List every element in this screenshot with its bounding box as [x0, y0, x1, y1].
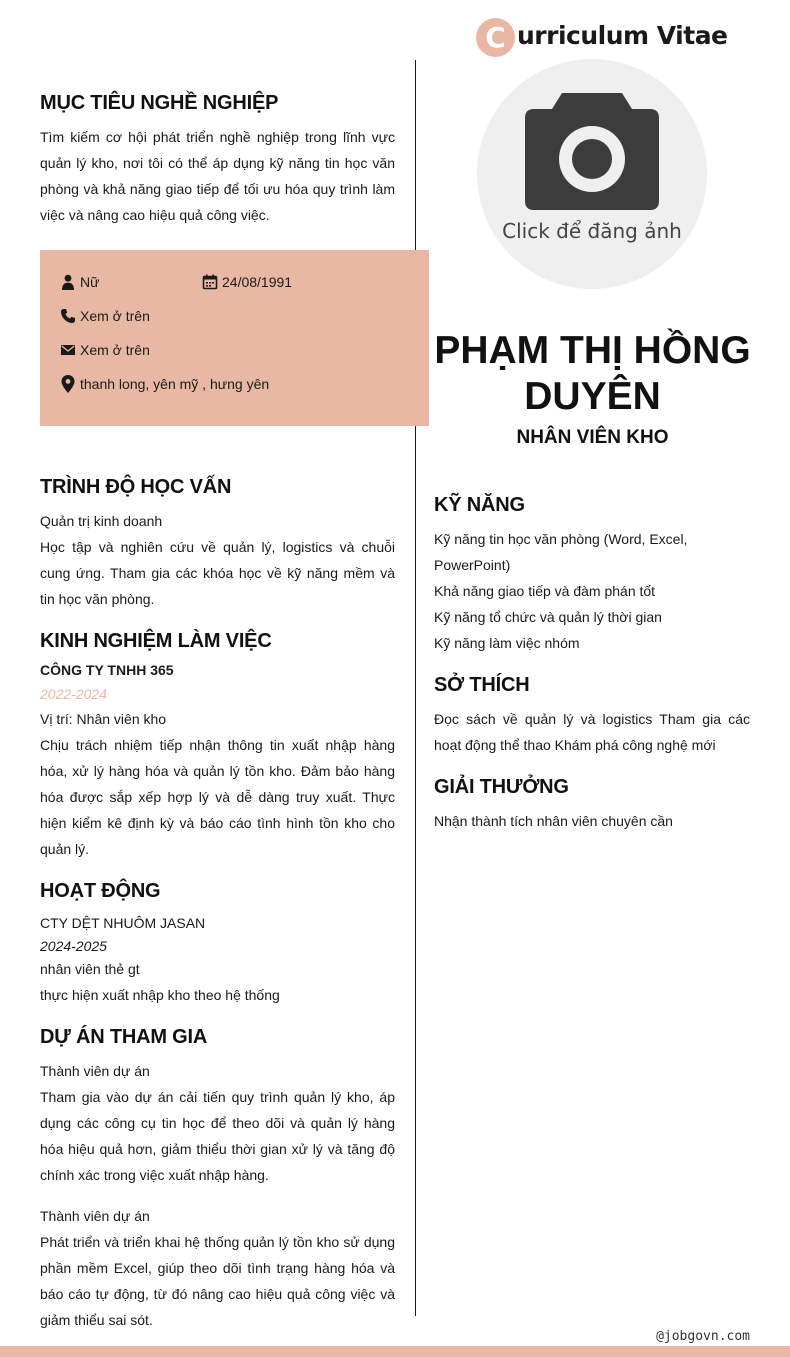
projects-title: DỰ ÁN THAM GIA	[40, 1026, 208, 1048]
footer-bar	[0, 1346, 790, 1357]
skills-title: KỸ NĂNG	[434, 494, 525, 516]
job-title: NHÂN VIÊN KHO	[516, 427, 669, 448]
project-description: Phát triển và triển khai hệ thống quản lý tồn kho sử dụng phần mềm Excel, giúp theo dõi tình trạng hàng hóa và báo cáo tự động, từ đó nâng cao hiệu quả công việc và giảm thiểu sai sót.	[40, 1234, 395, 1328]
gender-row	[60, 274, 99, 290]
objective-text: Tìm kiếm cơ hội phát triển nghề nghiệp trong lĩnh vực quản lý kho, nơi tôi có thể áp dụng kỹ năng tin học văn phòng và khả năng giao tiếp để tối ưu hóa quy trình làm việc và nâng cao hiệu quả công việc.	[40, 129, 395, 223]
address-value: thanh long, yên mỹ , hưng yên	[80, 376, 270, 392]
hobbies-title: SỞ THÍCH	[434, 674, 530, 696]
address-row	[60, 374, 269, 394]
gender-value: Nữ	[80, 274, 100, 290]
person-icon	[60, 274, 76, 290]
activities-description: thực hiện xuất nhập kho theo hệ thống	[40, 987, 280, 1003]
phone-row	[60, 308, 150, 324]
right-column	[434, 492, 750, 834]
hobbies-section	[434, 672, 750, 758]
awards-title: GIẢI THƯỞNG	[434, 776, 569, 798]
education-description: Học tập và nghiên cứu về quản lý, logistics và chuỗi cung ứng. Tham gia các khóa học về kỹ năng mềm và tin học văn phòng.	[40, 539, 395, 607]
project-description: Tham gia vào dự án cải tiến quy trình quản lý kho, áp dụng các công cụ tin học để theo dõi và quản lý hàng hóa hiệu quả hơn, giảm thiểu thời gian xử lý và tăng độ chính xác trong việc xuất nhập hàng.	[40, 1089, 395, 1183]
calendar-icon	[202, 274, 218, 290]
logo-letter: C	[476, 18, 515, 57]
personal-info-box	[40, 250, 429, 426]
camera-icon	[522, 91, 662, 215]
email-value: Xem ở trên	[80, 342, 150, 358]
skill-item: Kỹ năng tin học văn phòng (Word, Excel, PowerPoint)	[434, 531, 688, 573]
photo-upload-label: Click để đăng ảnh	[502, 219, 682, 243]
activities-organization: CTY DỆT NHUÔM JASAN	[40, 915, 206, 931]
experience-title: KINH NGHIỆM LÀM VIỆC	[40, 630, 272, 652]
project-role: Thành viên dự án	[40, 1063, 150, 1079]
birthdate-row	[202, 274, 292, 290]
photo-upload[interactable]	[477, 59, 707, 289]
candidate-name: PHẠM THỊ HỒNG DUYÊN	[434, 329, 751, 418]
birthdate-value: 24/08/1991	[222, 274, 293, 290]
education-section	[40, 474, 395, 612]
skill-item: Khả năng giao tiếp và đàm phán tốt	[434, 583, 656, 599]
skill-item: Kỹ năng làm việc nhóm	[434, 635, 580, 651]
skill-item: Kỹ năng tổ chức và quản lý thời gian	[434, 609, 662, 625]
activities-title: HOẠT ĐỘNG	[40, 880, 161, 902]
awards-text: Nhận thành tích nhân viên chuyên cần	[434, 813, 673, 829]
phone-value: Xem ở trên	[80, 308, 150, 324]
footer-url: @jobgovn.com	[656, 1329, 750, 1344]
experience-section	[40, 628, 395, 862]
experience-position: Vị trí: Nhân viên kho	[40, 711, 167, 727]
experience-description: Chịu trách nhiệm tiếp nhận thông tin xuất nhập hàng hóa, xử lý hàng hóa và quản lý tồn kho. Đảm bảo hàng hóa được sắp xếp hợp lý và dễ dàng truy xuất. Thực hiện kiểm kê định kỳ và báo cáo tình hình tồn kho cho quản lý.	[40, 737, 395, 857]
objective-title: MỤC TIÊU NGHỀ NGHIỆP	[40, 92, 279, 114]
awards-section	[434, 774, 750, 834]
experience-period: 2022-2024	[40, 686, 107, 702]
hobbies-text: Đọc sách về quản lý và logistics Tham gia các hoạt động thể thao Khám phá công nghệ mới	[434, 711, 750, 753]
project-item	[40, 1058, 395, 1188]
location-pin-icon	[60, 374, 76, 394]
activities-period: 2024-2025	[40, 938, 107, 954]
education-major: Quản trị kinh doanh	[40, 513, 163, 529]
activities-role: nhân viên thẻ gt	[40, 961, 140, 977]
projects-section	[40, 1024, 395, 1333]
logo-text: urriculum Vitae	[517, 21, 728, 50]
project-role: Thành viên dự án	[40, 1208, 150, 1224]
phone-icon	[60, 308, 76, 324]
experience-company: CÔNG TY TNHH 365	[40, 662, 174, 678]
education-title: TRÌNH ĐỘ HỌC VẤN	[40, 476, 232, 498]
project-item	[40, 1203, 395, 1333]
envelope-icon	[60, 342, 76, 358]
cv-logo	[476, 17, 728, 59]
activities-section	[40, 878, 395, 1008]
objective-section	[40, 90, 395, 228]
column-divider	[415, 60, 416, 1316]
email-row	[60, 342, 150, 358]
skills-section	[434, 492, 750, 656]
